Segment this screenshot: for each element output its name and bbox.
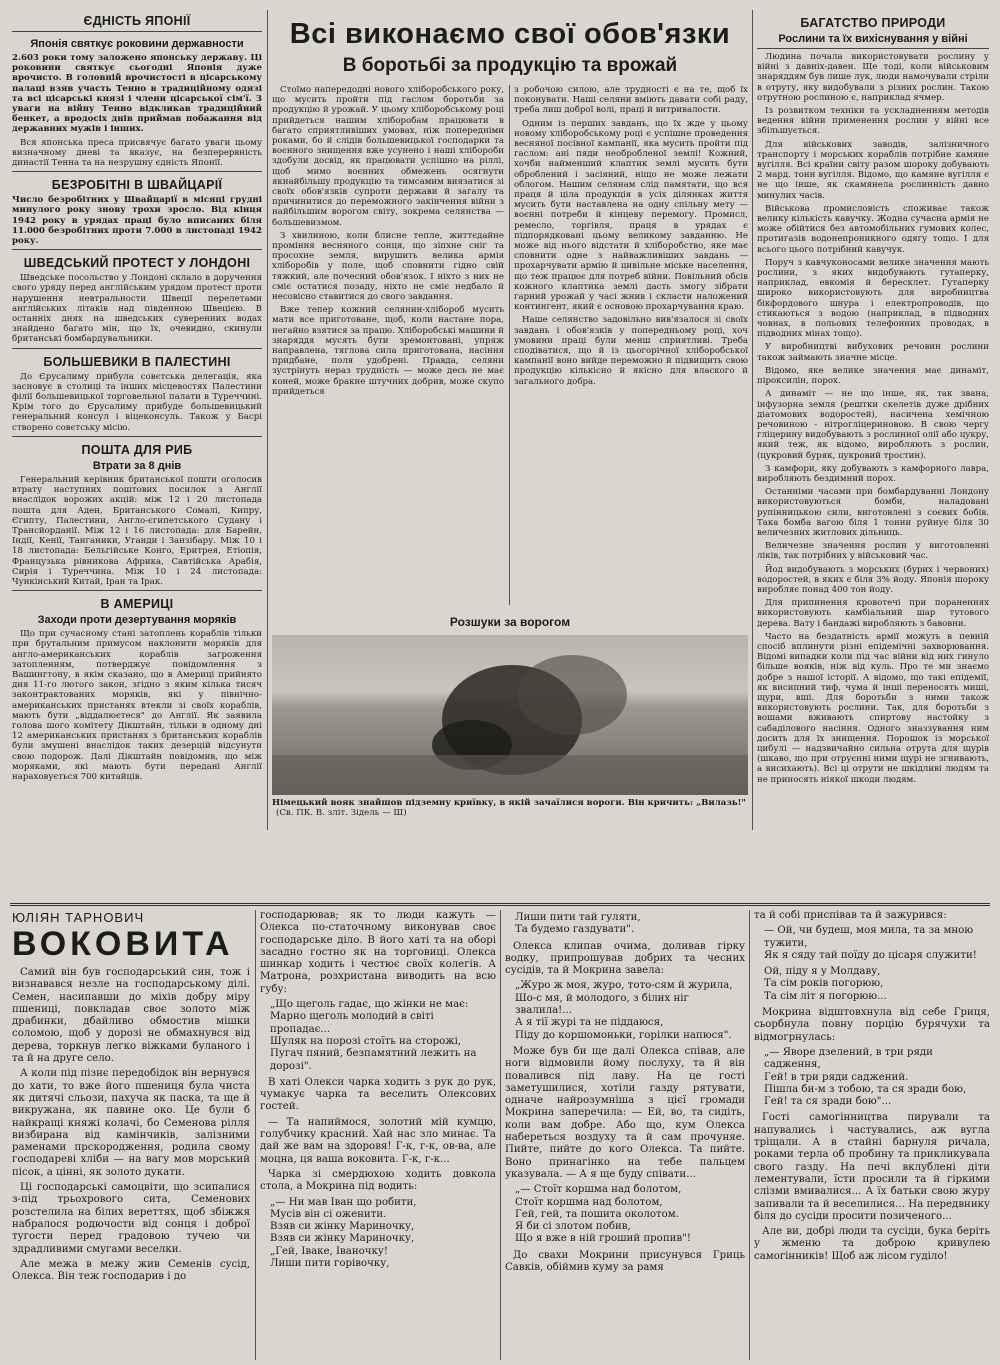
article-text: Наше селянство задовільно вив'язалося зі своїх завдань і обов'язків у попередньому році, хоч умовини праці були менш сприятливі. Треба сподіватися, що й із цьогорічної хліборобської кампанії воно вийде переможно й підвищить свою продукцію кількісно й якісно для влаского й загального добра. xyxy=(514,315,748,387)
photo-credit: (Св. ПК. В. зліт. Зідель — Ш) xyxy=(276,808,407,818)
article-text: Число безробітних у Швайцарії в місяці грудні минулого року знову трохи зросло. Від кінця 1942 року в урядах праці було вписаних біля 11.000 безробітних проти 7.000 в листопаді 1942 року. xyxy=(12,195,262,247)
story-verse: — Ой, чи будеш, моя мила, та за мною тужити, Як я сяду тай поїду до цісаря служити! xyxy=(764,925,977,961)
article-text: З камфори, яку добувають з камфорного лавра, виробляють бездимний порох. xyxy=(757,463,989,484)
story-text: До сваxи Мокрини присунувся Гриць Савків, обіймив куму за рамя xyxy=(505,1249,745,1274)
story-text: Олекса клипав очима, доливав гірку водку, припрошував добрих та чесних сусідів, та й Мокрина завела: xyxy=(505,940,745,977)
article-text: А динаміт — не що інше, як, так звана, інфузорна земля (рештки скелетів дуже дрібних діатомових водоростей), насичена хемічною речовиною - нітрогліцериновою. В свою чергу гліцерину видобувають з рослинної олії або цукру, який теж, як відомо, виробляють з рослин, (цукровий буряк, цукровий тростин). xyxy=(757,389,989,461)
headline: Всі виконаємо свої обов'язки xyxy=(289,18,731,50)
article-text: Відомо, яке велике значення має динаміт, піроксилін, порох. xyxy=(757,365,989,387)
column-divider xyxy=(267,10,268,830)
article-subtitle: Рослини та їх вихіснування у війні xyxy=(778,33,968,45)
article-text: У виробництві вибухових речовин рослини також займають значне місце. xyxy=(757,342,989,363)
story-verse: „Що щеголь гадає, що жінки не має: Марно щеголь молодий в світі пропадає... Шуляк на порозі стоїть на сторожі, Пугач пяний, безпамятний лежить на дорозі". xyxy=(270,999,477,1072)
story-column-4 xyxy=(754,910,990,1360)
story-text: В хаті Олекси чарка ходить з рук до рук, чумакує чарка та веселить Олексових гостей. xyxy=(260,1076,496,1113)
story-text: — Та напиймося, золотий мій кумцю, голубчику красний. Хай нас зло минає. Та дай же вам на здоровя! Г-к, г-к, ов-ва, але моцна, ця ваша воковита. Г-к, г-к... xyxy=(260,1116,496,1165)
article-subtitle: Втрати за 8 днів xyxy=(92,459,182,472)
story-text: Чарка зі смердюхою ходить довкола стола, а Мокрина під водить: xyxy=(260,1168,496,1193)
photo-caption-text: Німецький вояк знайшов підземну криївку, в якій зачаїлися вороги. Він кричить: „Вилазь!" xyxy=(272,798,746,808)
article-text: Йод видобувають з морських (бурих і червоних) водоростей, в яких є біля 3% йоду. Японія шороку виробляє понад 400 тон йоду. xyxy=(757,564,989,595)
article-text: 2.603 роки тому заложено японську державу. Ці роковини святкує сьогодні Японія дуже врочисто. В головній врочистості в цісарському палаці взяв участь Тенно в традиційному одязі та всі цісарські князі і члени цісарської сім'ї. З уваги на війну Тенно відкликав традиційний бенкет, а вродосіх днів приймав побажання від державних мужів і інших. xyxy=(12,53,262,135)
center-article xyxy=(272,10,748,830)
story-verse: Ой, піду я у Молдаву, Та сім років погорюю, Та сім літ я погорюю... xyxy=(764,966,887,1002)
article-subtitle: Японія святкує роковини державности xyxy=(30,38,244,50)
article-title: БАГАТСТВО ПРИРОДИ xyxy=(800,16,946,30)
article-title: ПОШТА ДЛЯ РИБ xyxy=(81,442,193,457)
article-text: Генеральний керівник британської пошти оголосив втрату наступних поштових посилок з Англії внаслідок ворожих акцій: між 12 і 20 листопада пошта для Аден, Британського Сомалі, Кипру, Єгипту, Палестини, Англо-єгипетського Судану і Трансйорданії. Між 12 і 16 листопада: для Барейн, Індії, Кенії, Танганики, Уганди і Занзібару. Між 10 і 18 листопада: Бельгійське Конго, Еритрея, Етіопія, Французька рівникова Африка, Савтійська Арабія, Сирія і Туреччина. Між 10 і 24 листопада: Чункінський Китай, Іран та Ірак. xyxy=(12,474,262,587)
story-text: Але межа в межу жив Семенів сусід, Олекса. Він теж господарив і до xyxy=(12,1258,250,1283)
article-text: До Єрусалиму прибула совєтська делегація, яка засновує в столиці та інших місцевостях Палестини філії большевицької торговельної палати в Туреччині. Крім того до Єрусалиму прибуде большевицький генеральний консул і віцеконсуль. Також у Басрі створено совєтську місію. xyxy=(12,371,262,433)
story-column-1 xyxy=(12,910,250,1360)
left-column xyxy=(12,10,262,830)
story-verse: „Журо ж моя, журо, тото-сям й журила, Шо-с мя, й молодого, з білих ніг звалила!... А я тії журі та не піддаюся, Піду до коршомоньки, горілки напюся". xyxy=(515,980,733,1041)
article-text: Стоїмо напередодні нового хліборобського року, що мусить пройти під гаслом боротьби за продукцію й урожай. У цьому хліборобському році прийдеться нашим хліборобам працювати в багато сприятливіших умовах, ніж попередніми роками, бо й слідів большевицької господарки та воєнного знищення вже усунено і наші хлібороби здобули досвід, як працювати успішно на ріллі, щоб мимо воєнних обмежень осягнути якнайбільшу продукцію та тимсамим виязатися зі своїх обов'язків супроти держави й загалу та причинитися до переможного закінчення війни з найбільшим ворогом світу, зокрема селянства — большевизмом. xyxy=(272,85,504,228)
story-author: ЮЛІЯН ТАРНОВИЧ xyxy=(12,910,145,925)
story-verse: „— Яворе дзелений, в три ряди садження, Гей! в три ряди саджений. Пішла би-м з тобою, та ся зради бою, Гей! та ся зради бою"... xyxy=(764,1046,967,1108)
subheadline: В боротьбі за продукцію та врожай xyxy=(342,55,678,76)
article-title: ШВЕДСЬКИЙ ПРОТЕСТ У ЛОНДОНІ xyxy=(23,256,251,271)
news-photo xyxy=(272,635,748,795)
photo-caption xyxy=(272,798,748,818)
photo-title: Розшуки за ворогом xyxy=(449,615,571,629)
article-text: Для військових заводів, залізничного транспорту і морських кораблів потрібне камяне вугілля. Всі країни світу разом шороку добувають 2 мард. тонн вугілля. Відомо, що камяне вугілля є не що інше, як скамянела рослинність давно минулих часів. xyxy=(757,139,989,201)
story-text: господарював; як то люди кажуть — Олекса по-статочному виконував своє господарське діло. В його хаті та на оборі засадно гостно як на торговиці. Олекса шинкар ходить і честює своїх колегів. А Матрона, розхристана виводить на всю губу: xyxy=(260,910,496,995)
article-text: Що при сучасному стані затоплень кораблів тільки при брутальним примусом наклонити моряків для англо-американських кораблів загроження затопленням, потверджує повідомлення з Вашингтону, в якім сказано, що в Америці прийнято дня 11-го лютого закон, згідно з яким кілька тисяч законтрактованих моряків, які у північно-американських пристанях втекли зі своїх кораблів, мають бути „віддалюєтеся" до Англії. Як заявила голова шого комітету Дікштайн, тільки в одному дні 12 американських пристанях з британських кораблів були змушені внаслідок таких дезерцій відсунути свою подорож. Далі Дікштайн повідомив, що між моряками, які мають бути передані Англії нараховується 700 китайців. xyxy=(12,629,262,782)
article-text: Часто на бездатність армії можуть в певній спосіб вплинути різні епідемічні захворювання. Відомі випадки коли під час війни від них гинуло більше вояків, ніж від куль. Про те ми знаємо добре з нашої історії. А відомо, що такі епідемії, як висипний тиф, чума й інші переносять миші, щури, вші. Для боротьби з ними також використовують рослини. Так, для боротьби з вошами вживають спиртову настойку з сабаділового насіння. Одного зназзування ним досить для їх знищення. Порошок із морської цибулі — надзвичайно сильна отрута для щурів (шкаво, що при отруєнні ними щурі не згнивають, а висихають). Всі ці отрути не шкідливі людям та не приносять ніякої шкоди людям. xyxy=(757,631,989,785)
right-column xyxy=(757,10,989,830)
story-text: Ці господарські самоцвіти, що зсипалися з-під трьохрового сита, Семенових розстелила на білих вереттях, щоб збіжжя набралося родючости від сонця і доброї тугости перед градовою тучею чи здрадливими смугами веселки. xyxy=(12,1182,250,1255)
article-text: Останніми часами при бомбардуванні Лондону використовуються бомби, наладовані рупінницькою сили, виготовлені з соєвих бобів. Така бомба вагою біля 1 тонни руйнує біля 30 величезних житлових дільниць. xyxy=(757,487,989,538)
article-text: Одним із перших завдань, що їх жде у цьому новому хліборобському році є успішне проведення весняної посівної кампанії, яка мусить пройти під гаслом: ані пяди необробленої землі! Кожний, хочби найменший клаптик землі мусить бути оброблений і засіяний, ніщо не може лежати облогом. Нашим селянам слід памятати, що вся праця й ціла продукція в усіх ділянках життя мусить бути наставлена на одну спільну мету — воєнні потреби й кінцеву перемогу. Промисл, ремесло, торгівля, праця в урядах є підпорядковані цьому великому завданню. Не може від нього відстати й хліборобство, яке має сповнити одне з найважливіших завдань — прохарчувати армію й цивільне міське населення, що теж працює для потреб війни. Повільний обсів кожного клаптика землі дасть змогу зібрати гарний урожай у часі жнив і скласти наложений контингент, який є основою прохарчування краю. xyxy=(514,118,748,313)
article-text: З хвилиною, коли блисне тепле, життєдайне проміння весняного сонця, що зіпхне сніг та просохне земля, вирушить велика армія хліборобів у поле, щоб сповнити гідно свій тяжкий, але почесний обов'язок. І ніхто з них не сміє остатися позаду, ніхто не сміє недбало й несовісно ставитися до свого завдання. xyxy=(272,230,504,303)
story-text: Мокрина відштовхнула від себе Гриця, сьорбнула повну порцію бурячухи та відмогрнулась: xyxy=(754,1007,990,1043)
article-text: Шведське посольство у Лондоні склало в доручення свого уряду перед англійським урядом протест проти нарушення невтральности Швеції перелетами англійських літаків над південною Швецією. В останніх днях на шведських суверенних водах знайдено багато мін, що їх, очевидно, скинули британські бомбардувальники. xyxy=(12,273,262,345)
column-divider xyxy=(509,85,510,605)
column-divider xyxy=(752,10,753,830)
article-text: Із розвитком техніки та ускладненням методів ведення війни применення рослин у війні все збільшується. xyxy=(757,106,989,137)
article-text: Вже тепер кожний селянин-хлібороб мусить мати все приготоване, щоб, коли настане пора, негайно взятися за працю. Хліборобські машини й знаряддя мусять бути зремонтовані, упряж направлена, тяглова сила приготована, насіння придбане, поля удобрені. Правда, селяни зустрінуть нераз трудність — може десь не має коней, може бракне штучних добрив, може скупо прийдеться xyxy=(272,305,504,397)
story-text: та й собі приспівав та й зажурився: xyxy=(754,910,947,921)
story-text: А коли під пізнє передобідок він вернувся до хати, то вже його пшениця була чиста як дитячі сльози, пахуча як паска, та ще й викружана, як павине око. Це були б найкращі княжі колачі, бо Семенова рілля визбирана від камінчиків, залізними раменами прскородження, родила свому господареві хліби — на вагу мов морський пісок, а цінні, як золото дукати. xyxy=(12,1068,250,1178)
article-text: Людина почала використовувати рослину у війні з давніх-давен. Ще тоді, коли військовим знаряддям був лише лук, люди намочували стріли в отруту, яку видобували з різних рослин. Такою отрутною рослиною є, наприклад ячмер. xyxy=(757,52,989,103)
article-text: з робочою силою, але трудності є на те, щоб їх поконувати. Наші селяни вміють давати собі раду, треба лиш доброї волі, праці й витривалости. xyxy=(514,85,748,116)
story-verse: „— Ни мав Іван що робити, Мусів він сі оженити. Взяв си жінку Мариночку, Взяв си жінку Мариночку, „Гей, Іваке, Іваночку! Лиши пити горівочку, xyxy=(270,1196,417,1270)
story-text: Самий він був господарський син, тож і визнавався незле на господарському ділі. Семен, насипавши до міхів добру міру пшениці, повкладав своє золото між драбинки, дбайливо обмостив мішки соломою, щоб у дорозі не обмахнувся від дерева, торкнув легко віжками буланого і та й на друге село. xyxy=(12,967,250,1065)
story-text: Гості самогінництва пирували та напувались і частувались, аж вугла тріщали. А в стайні барнуля ричала, роками терла об пробину та прикликувала свого газду. На печі вклублені діти лементували, їсти просили та й гіркими слізми вмивалися... А їх батьки свою журу запивали та й веселилися... На передвнику біля до сусіди просити позиченого... xyxy=(754,1112,990,1222)
article-text: Вся японська преса присвячує багато уваги цьому визначному дневі та вказує, на безперервність династії Тенна та на незрушну єдність Японії. xyxy=(12,137,262,169)
article-title: БЕЗРОБІТНІ В ШВАЙЦАРІЇ xyxy=(51,178,223,193)
article-text: Поруч з кавчуконосами велике значення мають рослини, з яких видобувають гутаперку, наприклад, евкомія й бересклет. Гутаперку широко використовують для виробництва бікфордового шнура і електропроводів, що стикаються з водою (наприклад, в підводних човнах, в польових телефонних проводах, в підводних мінах тощо). xyxy=(757,257,989,340)
article-subtitle: Заходи проти дезертування моряків xyxy=(37,614,237,627)
article-text: Для припинення кровотечі при пораненнях використовують камбіальний шар тутового дерева. Вату і бандажі виробляють з бавовни. xyxy=(757,598,989,629)
story-title: ВОКОВИТА xyxy=(12,925,234,963)
story-column-2 xyxy=(260,910,496,1360)
story-verse: Лиши пити тай гуляти, Та будемо газдувати". xyxy=(515,912,641,936)
photo-image xyxy=(272,635,748,795)
article-title: ЄДНІСТЬ ЯПОНІЇ xyxy=(83,14,191,28)
story-column-3 xyxy=(505,910,745,1360)
column-divider xyxy=(255,910,256,1360)
article-text: Військова промисловість споживає також велику кількість кавучку. Жодна сучасна армія не може обійтися без автомобільних гумових колес, протигазів водонепроникного одягу тощо. І для всього цього потрібний кавучук. xyxy=(757,203,989,255)
story-verse: „— Стоїт коршма над болотом, Стоїт коршма над болотом, Гей, гей, та пошита околотом. Я би сі злотом побив, Що я вже в ній гроший пропив"! xyxy=(515,1184,691,1245)
story-text: Може був би ще далі Олекса співав, але ноги відмовили йому послуху, та й він повалився під лаву. На це гості заметушилися, хотіли газду рятувати, одначе найрозумніша з цієї громади Мокрина заперечила: — Ей, во, та сидіть, коли вам добре. Або що, кум Олекса набереться воздуху та й сам прочуняе. Пийте, пийте до кого Олекса. Та пийте. Воно принагінко на тебе пальцем указувала. — А я ще буду співати... xyxy=(505,1045,745,1180)
article-text: Величезне значення рослин у виготовленні ліків, так потрібних у військовий час. xyxy=(757,541,989,562)
column-divider xyxy=(500,910,501,1360)
article-title: БОЛЬШЕВИКИ В ПАЛЕСТИНІ xyxy=(43,354,231,369)
column-divider xyxy=(749,910,750,1360)
story-text: Але ви, добрі люди та сусіди, бука беріть у жменю та доброю кривулею самогінників! Щоб аж лісом гуділо! xyxy=(754,1226,990,1262)
section-divider xyxy=(10,903,990,906)
article-title: В АМЕРИЦІ xyxy=(100,597,174,612)
